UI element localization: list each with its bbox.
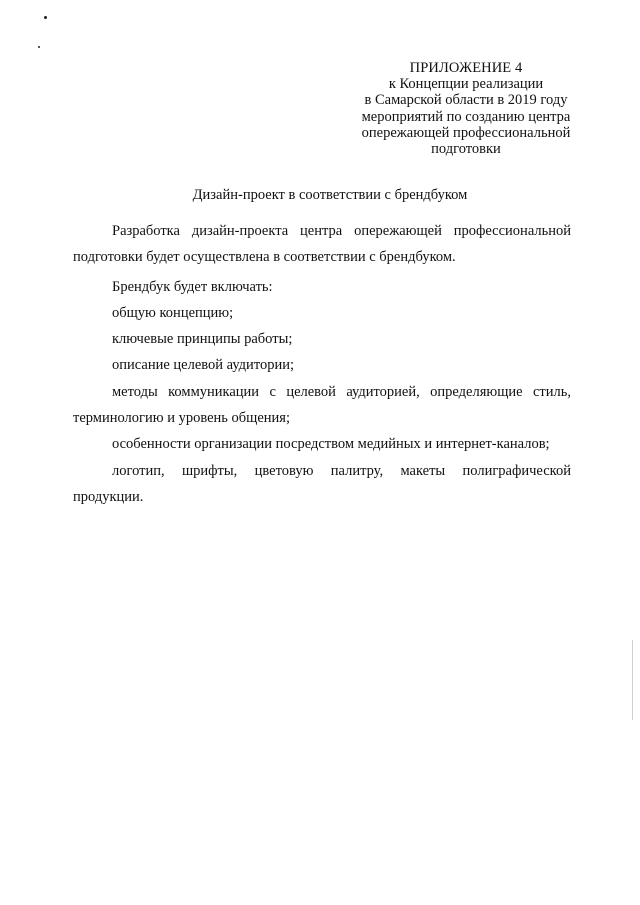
document-title: Дизайн-проект в соответствии с брендбуком [192, 187, 468, 203]
list-item: особенности организации посредством медийных и интернет-каналов; [112, 436, 550, 453]
appendix-line: подготовки [431, 141, 501, 158]
appendix-line: мероприятий по созданию центра [361, 108, 571, 125]
scan-mark [38, 46, 40, 48]
appendix-header [340, 60, 592, 157]
list-item: общую концепцию; [112, 304, 234, 321]
appendix-line: опережающей профессиональной [361, 124, 571, 141]
intro-paragraph: Разработка дизайн-проекта центра опережающей профессиональной подготовки будет осуществлена в соответствии с брендбуком. [73, 223, 571, 266]
appendix-line: в Самарской области в 2019 году [364, 92, 568, 109]
list-item: методы коммуникации с целевой аудиторией, определяющие стиль, терминологию и уровень общения; [73, 383, 571, 427]
appendix-line: к Концепции реализации [388, 76, 544, 93]
scan-mark [44, 16, 47, 19]
list-item: описание целевой аудитории; [112, 357, 295, 374]
list-item: ключевые принципы работы; [112, 331, 293, 348]
appendix-title: ПРИЛОЖЕНИЕ 4 [409, 60, 523, 76]
list-item: логотип, шрифты, цветовую палитру, макеты полиграфической продукции. [73, 462, 571, 505]
document-body [73, 218, 571, 510]
scan-edge-line [632, 640, 633, 720]
lead-paragraph: Брендбук будет включать: [112, 278, 273, 295]
